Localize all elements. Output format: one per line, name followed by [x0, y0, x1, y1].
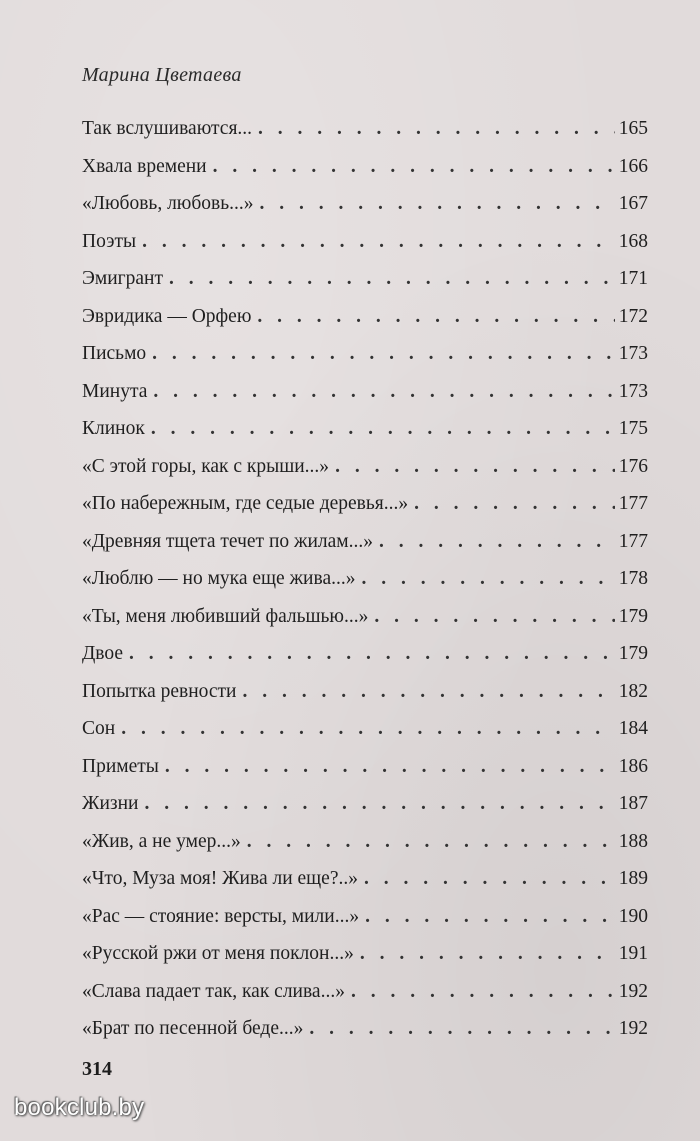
dot-leader — [169, 260, 615, 298]
dot-leader — [260, 185, 615, 223]
dot-leader — [351, 973, 615, 1011]
toc-entry-page: 190 — [618, 905, 648, 927]
toc-entry-title: «Слава падает так, как слива...» — [82, 980, 345, 1002]
toc-entry-page: 178 — [618, 568, 648, 589]
toc-entry — [82, 410, 648, 448]
toc-entry-title: «Любовь, любовь...» — [82, 193, 254, 214]
toc-entry-title: «Ты, меня любивший фальшью...» — [82, 605, 369, 627]
toc-entry — [82, 1010, 648, 1048]
toc-entry-title: «Русской ржи от меня поклон...» — [82, 943, 354, 964]
watermark-text: bookclub.by — [14, 1094, 145, 1121]
dot-leader — [364, 860, 615, 898]
toc-entry-page: 191 — [618, 943, 648, 964]
toc-entry-title: «По набережным, где седые деревья...» — [82, 493, 409, 514]
toc-entry-page: 189 — [618, 868, 648, 889]
toc-entry — [82, 785, 648, 823]
toc-entry-page: 179 — [618, 605, 648, 627]
dot-leader — [379, 523, 615, 561]
running-head-author: Марина Цветаева — [82, 64, 242, 86]
dot-leader — [257, 298, 614, 336]
toc-entry-page: 182 — [618, 680, 648, 702]
dot-leader — [309, 1010, 614, 1048]
toc-entry — [82, 110, 648, 148]
dot-leader — [258, 110, 615, 148]
toc-entry — [82, 260, 648, 298]
dot-leader — [360, 935, 615, 973]
toc-entry-page: 177 — [618, 493, 648, 514]
dot-leader — [152, 335, 615, 373]
toc-entry-page: 171 — [618, 268, 648, 289]
toc-entry-title: Жизни — [82, 793, 139, 814]
toc-entry-title: «С этой горы, как с крыши...» — [82, 455, 330, 477]
toc-entry — [82, 748, 648, 786]
toc-entry-title: Клинок — [82, 418, 145, 439]
toc-entry-title: Сон — [82, 718, 116, 739]
toc-entry-title: Эвридика — Орфею — [82, 305, 252, 327]
toc-entry-title: Двое — [82, 643, 124, 664]
toc-entry-page: 173 — [618, 343, 648, 364]
toc-entry — [82, 635, 648, 673]
toc-entry-title: Хвала времени — [82, 155, 207, 177]
toc-entry-page: 165 — [618, 118, 648, 139]
dot-leader — [121, 710, 615, 748]
dot-leader — [144, 785, 614, 823]
dot-leader — [247, 823, 615, 861]
toc-entry — [82, 673, 648, 711]
dot-leader — [374, 598, 614, 636]
toc-entry — [82, 448, 648, 486]
toc-entry — [82, 560, 648, 598]
dot-leader — [213, 148, 615, 186]
toc-entry — [82, 185, 648, 223]
toc-entry-page: 176 — [618, 455, 648, 477]
toc-entry — [82, 335, 648, 373]
toc-entry — [82, 298, 648, 336]
toc-entry — [82, 823, 648, 861]
toc-entry-title: «Рас — стояние: версты, мили...» — [82, 905, 360, 927]
toc-entry-title: «Люблю — но мука еще жива...» — [82, 568, 356, 589]
dot-leader — [414, 485, 615, 523]
toc-entry — [82, 973, 648, 1011]
toc-entry — [82, 523, 648, 561]
toc-entry-title: Минута — [82, 380, 148, 402]
toc-entry-page: 186 — [618, 755, 648, 777]
toc-entry — [82, 935, 648, 973]
page-number: 314 — [82, 1058, 112, 1080]
dot-leader — [335, 448, 615, 486]
dot-leader — [165, 748, 615, 786]
toc-entry-page: 175 — [618, 418, 648, 439]
toc-entry — [82, 898, 648, 936]
toc-entry-title: Приметы — [82, 755, 159, 777]
toc-entry-title: Поэты — [82, 230, 137, 252]
toc-entry-page: 192 — [618, 1018, 648, 1039]
dot-leader — [243, 673, 615, 711]
toc-entry-title: Письмо — [82, 343, 147, 364]
toc-entry — [82, 860, 648, 898]
toc-entry — [82, 373, 648, 411]
dot-leader — [142, 223, 615, 261]
toc-entry-title: Так вслушиваются... — [82, 118, 253, 139]
toc-entry-title: Попытка ревности — [82, 680, 237, 702]
toc-entry-page: 179 — [618, 643, 648, 664]
toc-entry-page: 173 — [618, 380, 648, 402]
toc-entry-page: 172 — [618, 305, 648, 327]
toc-entry-page: 184 — [618, 718, 648, 739]
dot-leader — [151, 410, 615, 448]
dot-leader — [129, 635, 615, 673]
dot-leader — [361, 560, 614, 598]
toc-entry — [82, 148, 648, 186]
toc-entry-title: Эмигрант — [82, 268, 164, 289]
toc-entry-title: «Древняя тщета течет по жилам...» — [82, 530, 374, 552]
toc-entry — [82, 485, 648, 523]
toc-entry-page: 168 — [618, 230, 648, 252]
toc-entry — [82, 710, 648, 748]
toc-entry-page: 187 — [618, 793, 648, 814]
toc-entry-page: 177 — [618, 530, 648, 552]
toc-entry-page: 167 — [618, 193, 648, 214]
toc-entry — [82, 223, 648, 261]
toc-entry-title: «Брат по песенной беде...» — [82, 1018, 304, 1039]
dot-leader — [365, 898, 615, 936]
toc-entry — [82, 598, 648, 636]
toc-entry-title: «Что, Муза моя! Жива ли еще?..» — [82, 868, 358, 889]
toc-entry-page: 188 — [618, 830, 648, 852]
dot-leader — [153, 373, 614, 411]
toc-entry-page: 192 — [618, 980, 648, 1002]
toc-entry-page: 166 — [618, 155, 648, 177]
table-of-contents — [82, 110, 648, 1048]
toc-entry-title: «Жив, а не умер...» — [82, 830, 241, 852]
